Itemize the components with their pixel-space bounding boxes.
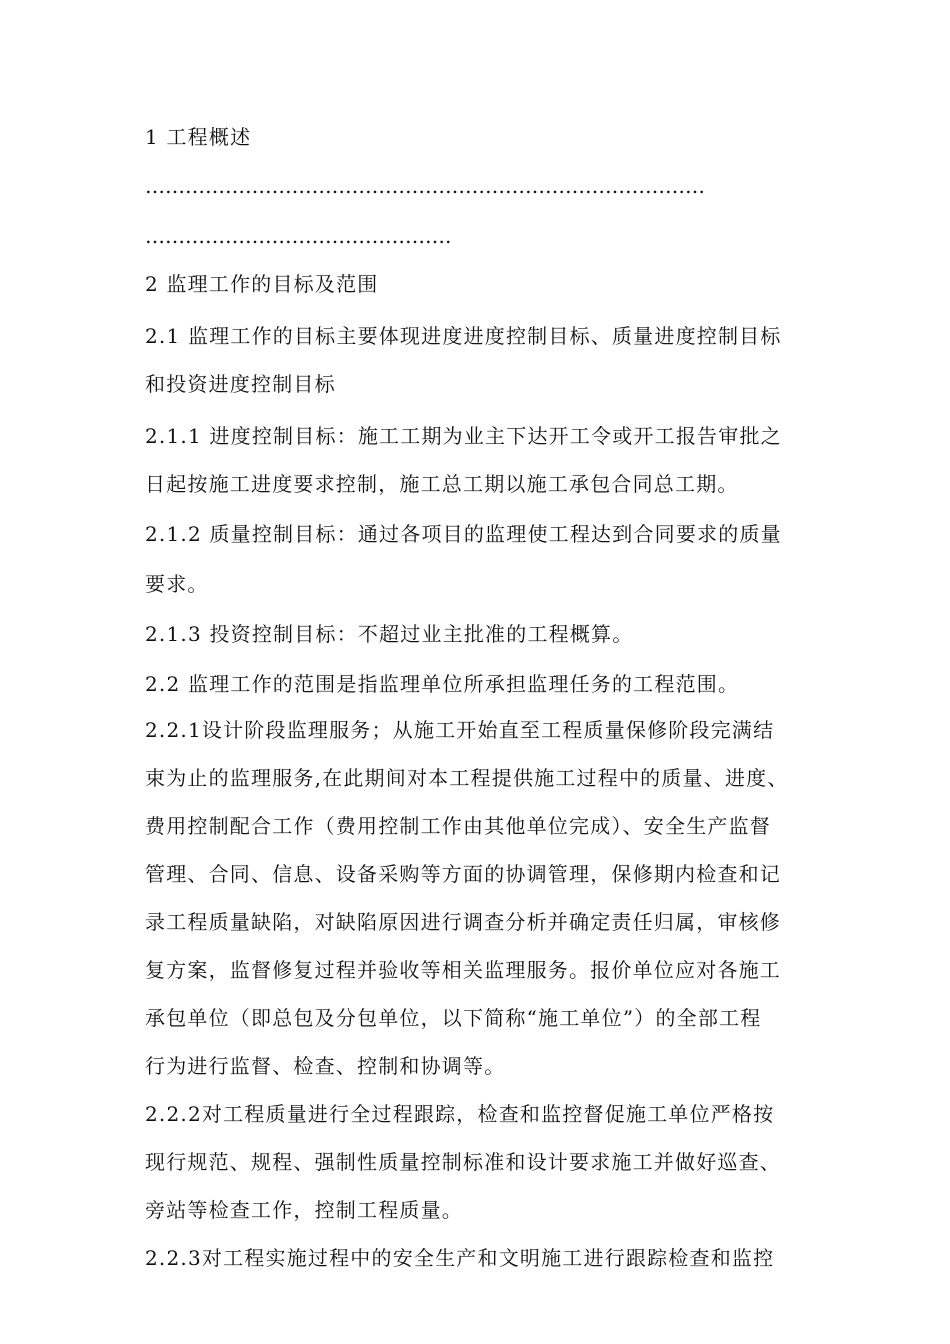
body-line: 管理、合同、信息、设备采购等方面的协调管理，保修期内检查和记	[145, 862, 781, 886]
body-line: 现行规范、规程、强制性质量控制标准和设计要求施工并做好巡查、	[145, 1150, 781, 1174]
body-line: 日起按施工进度要求控制，施工总工期以施工承包合同总工期。	[145, 472, 739, 496]
body-line: 2.2 监理工作的范围是指监理单位所承担监理任务的工程范围。	[145, 672, 740, 696]
body-line: 旁站等检查工作，控制工程质量。	[145, 1198, 463, 1222]
body-line: 2.2.2对工程质量进行全过程跟踪，检查和监控督促施工单位严格按	[145, 1102, 775, 1126]
body-line: 复方案，监督修复过程并验收等相关监理服务。报价单位应对各施工	[145, 958, 781, 982]
body-line: 2.1 监理工作的目标主要体现进度进度控制目标、质量进度控制目标	[145, 324, 782, 348]
body-line: 束为止的监理服务,在此期间对本工程提供施工过程中的质量、进度、	[145, 766, 789, 790]
body-line: 和投资进度控制目标	[145, 372, 336, 396]
body-line: 费用控制配合工作（费用控制工作由其他单位完成）、安全生产监督	[145, 814, 771, 838]
body-line: 2.2.1设计阶段监理服务；从施工开始直至工程质量保修阶段完满结	[145, 718, 775, 742]
section-heading-1: 1 工程概述	[145, 125, 252, 149]
body-line: 要求。	[145, 572, 209, 596]
body-line: 2.2.3对工程实施过程中的安全生产和文明施工进行跟踪检查和监控	[145, 1246, 775, 1270]
body-line: 承包单位（即总包及分包单位，以下简称“施工单位”）的全部工程	[145, 1006, 762, 1030]
body-line: 2.1.3 投资控制目标：不超过业主批准的工程概算。	[145, 622, 634, 646]
body-line: 录工程质量缺陷，对缺陷原因进行调查分析并确定责任归属，审核修	[145, 910, 781, 934]
body-line: 行为进行监督、检查、控制和协调等。	[145, 1054, 506, 1078]
section-heading-2: 2 监理工作的目标及范围	[145, 272, 379, 296]
toc-dot-leader-1: …………………………………………………………………………	[145, 174, 705, 198]
body-line: 2.1.1 进度控制目标：施工工期为业主下达开工令或开工报告审批之	[145, 424, 782, 448]
body-line: 2.1.2 质量控制目标：通过各项目的监理使工程达到合同要求的质量	[145, 522, 782, 546]
toc-dot-leader-2: ……………………………………….	[145, 224, 452, 248]
